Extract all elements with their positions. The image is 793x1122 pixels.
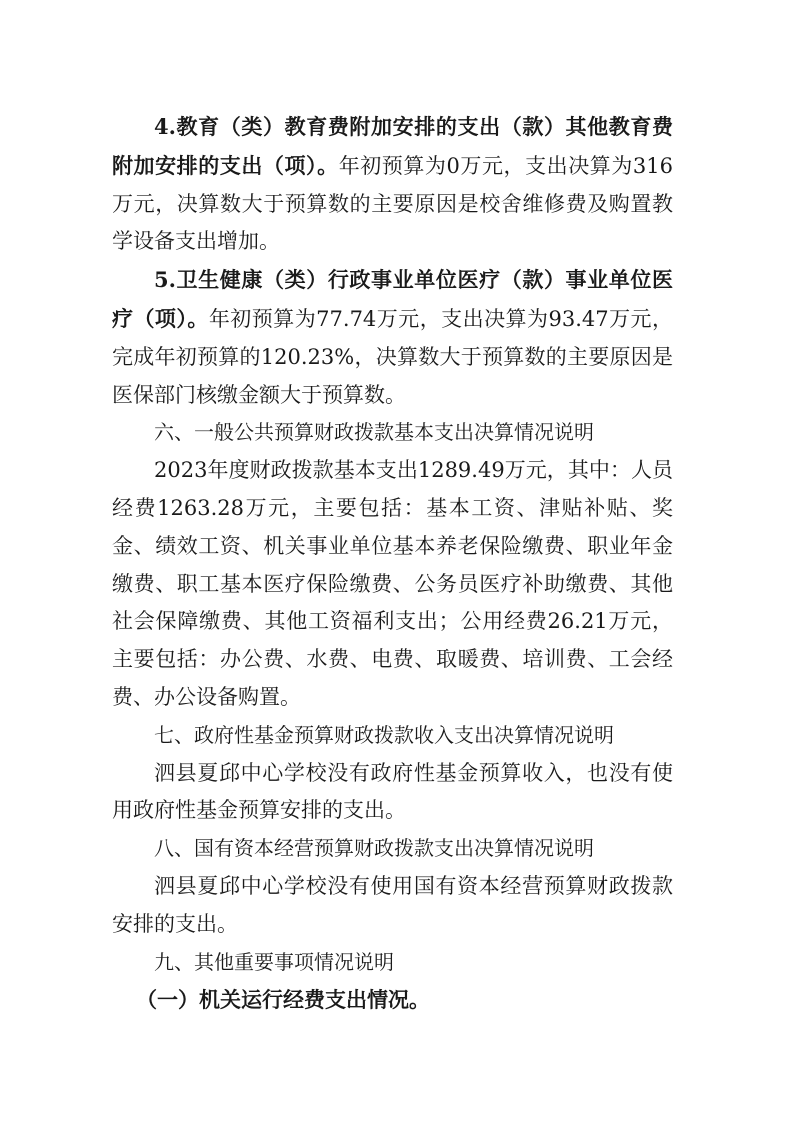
section-7-heading: 七、政府性基金预算财政拨款收入支出决算情况说明 xyxy=(154,722,614,747)
section-6-body: 2023年度财政拨款基本支出1289.49万元，其中：人员经费1263.28万元，主要包括：基本工资、津贴补贴、奖金、绩效工资、机关事业单位基本养老保险缴费、职业年金缴费、职工基本医疗保险缴费、公务员医疗补助缴费、其他社会保障缴费、其他工资福利支出；公用经费26.21万元，主要包括：办公费、水费、电费、取暖费、培训费、工会经费、办公设备购置。 xyxy=(112,458,673,709)
item-5-title: 5.卫生健康（类）行政事业单位医疗（款）事业单位医疗（项）。 xyxy=(112,267,673,331)
item-5-paragraph xyxy=(112,261,673,414)
item-4-text: 年初预算为0万元，支出决算为316万元，决算数大于预算数的主要原因是校舍维修费及购置教学设备支出增加。 xyxy=(112,153,673,254)
section-9-subheading: （一）机关运行经费支出情况。 xyxy=(136,987,430,1013)
section-8-heading: 八、国有资本经营预算财政拨款支出决算情况说明 xyxy=(154,836,594,861)
section-6-heading: 六、一般公共预算财政拨款基本支出决算情况说明 xyxy=(154,420,594,445)
section-8-body: 泗县夏邱中心学校没有使用国有资本经营预算财政拨款安排的支出。 xyxy=(112,873,673,936)
section-7-body: 泗县夏邱中心学校没有政府性基金预算收入，也没有使用政府性基金预算安排的支出。 xyxy=(112,760,673,823)
section-9-heading: 九、其他重要事项情况说明 xyxy=(154,949,394,974)
item-4-paragraph xyxy=(112,108,673,261)
item-4-title: 4.教育（类）教育费附加安排的支出（款）其他教育费附加安排的支出（项）。 xyxy=(112,114,673,178)
item-5-text: 年初预算为77.74万元，支出决算为93.47万元，完成年初预算的120.23%，决算数大于预算数的主要原因是医保部门核缴金额大于预算数。 xyxy=(112,306,674,407)
